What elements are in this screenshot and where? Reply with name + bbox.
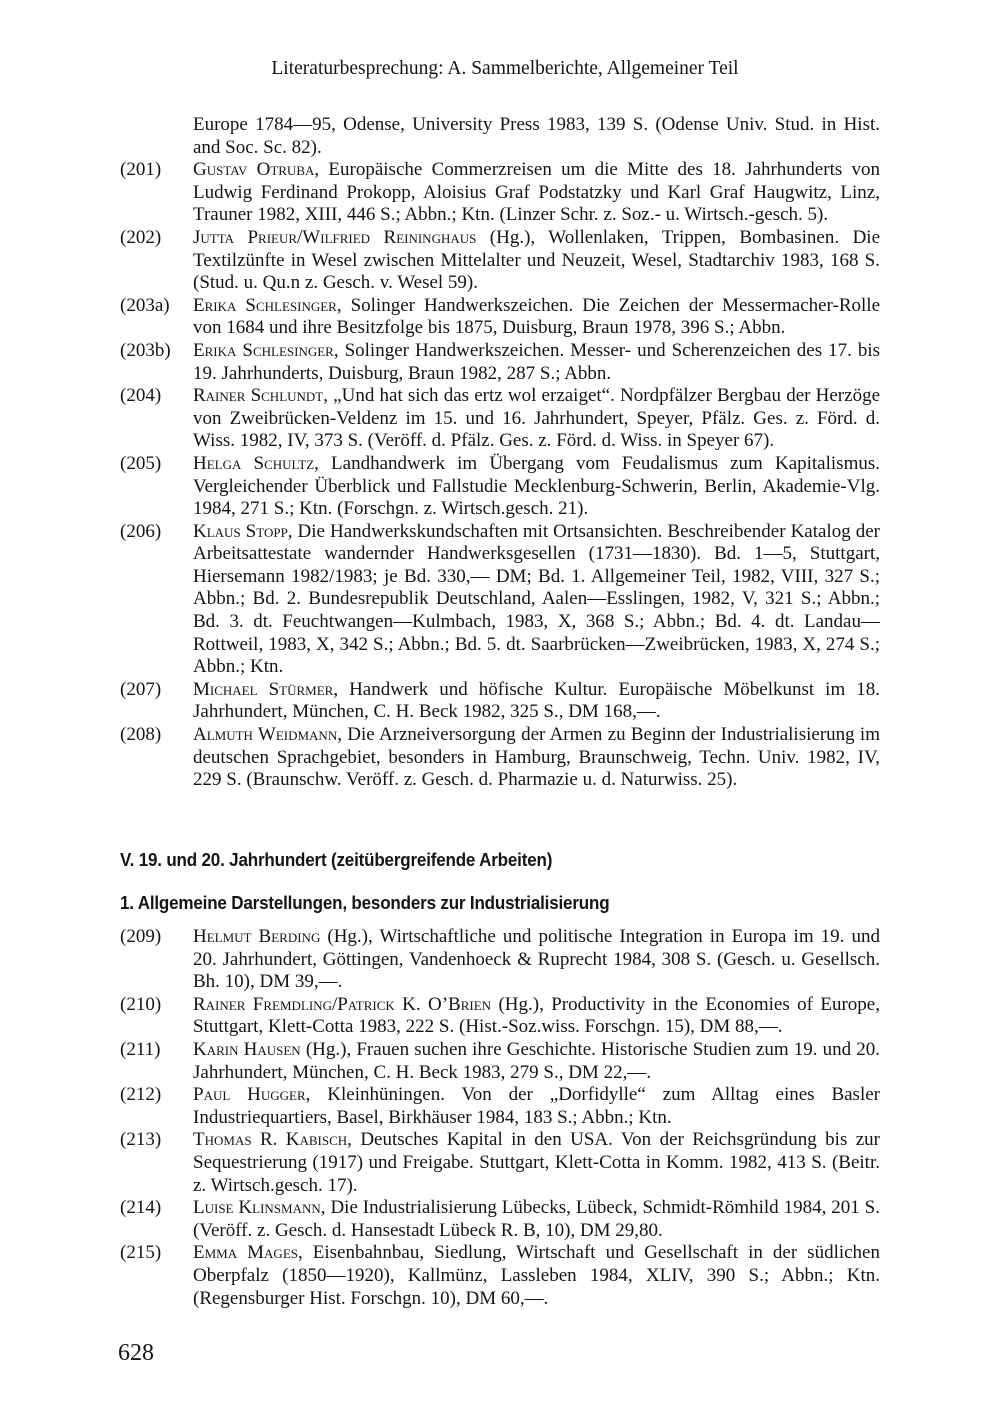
section-heading: V. 19. und 20. Jahrhundert (zeitübergreifende Arbeiten) — [120, 849, 553, 870]
entry-number: (205) — [120, 452, 162, 474]
entry-number: (203a) — [120, 294, 170, 316]
entry-text: (Hg.), Wirtschaftliche und politische Integration in Europa im 19. und 20. Jahrhundert, Göttingen, Vandenhoeck & Ruprecht 1984, 308 S. (Gesch. u. Gesellsch. Bh. 10), DM 39,—. — [193, 926, 880, 993]
entry-number: (201) — [120, 159, 162, 181]
entry-text: , Solinger Handwerkszeichen. Die Zeichen der Messermacher-Rolle von 1684 und ihre Besitzfolge bis 1875, Duisburg, Braun 1978, 396 S.; Abbn. — [193, 294, 880, 339]
entry-number: (212) — [120, 1084, 162, 1106]
entry-author: Rainer Fremdling/Patrick K. O’Brien — [193, 993, 492, 1015]
entry-author: Karin Hausen — [193, 1038, 301, 1060]
running-head: Literaturbesprechung: A. Sammelberichte, Allgemeiner Teil — [271, 58, 739, 79]
bibliography-entry — [120, 1129, 880, 1197]
entry-number: (207) — [120, 678, 162, 700]
entry-number: (208) — [120, 724, 162, 746]
entry-text: , Die Industrialisierung Lübecks, Lübeck, Schmidt-Römhild 1984, 201 S. (Veröff. z. Gesch. d. Hansestadt Lübeck R. B, 10), DM 29,80. — [193, 1197, 881, 1241]
bibliography-entry — [120, 227, 880, 295]
entry-author: Gustav Otruba — [193, 159, 315, 181]
bibliography-entry — [120, 724, 880, 792]
entry-author: Paul Hugger — [193, 1084, 306, 1106]
bibliography-list-part-2 — [120, 926, 880, 1310]
entry-text: , Landhandwerk im Übergang vom Feudalismus zum Kapitalismus. Vergleichender Überblick und Fallstudie Mecklenburg-Schwerin, Berlin, Akademie-Vlg. 1984, 271 S.; Ktn. (Forschgn. z. Wirtsch.gesch. 21). — [193, 452, 880, 520]
entry-number: (203b) — [120, 339, 171, 361]
entry-text: , Eisenbahnbau, Siedlung, Wirtschaft und Gesellschaft in der südlichen Oberpfalz (1850—1920), Kallmünz, Lassleben 1984, XLIV, 390 S.; Abbn.; Ktn. (Regensburger Hist. Forschgn. 10), DM 60,—. — [193, 1242, 880, 1309]
entry-text: , Die Arzneiversorgung der Armen zu Beginn der Industrialisierung im deutschen Sprachgebiet, besonders in Hamburg, Braunschweig, Techn. Univ. 1982, IV, 229 S. (Braunschw. Veröff. z. Gesch. d. Pharmazie u. d. Naturwiss. 25). — [193, 724, 880, 791]
entry-author: Jutta Prieur/Wilfried Reininghaus — [193, 226, 477, 248]
entry-number: (204) — [120, 385, 162, 407]
entry-number: (210) — [120, 993, 162, 1015]
entry-author: Thomas R. Kabisch — [193, 1129, 348, 1151]
entry-author: Luise Klinsmann — [193, 1197, 321, 1219]
entry-number: (215) — [120, 1242, 162, 1264]
entry-author: Emma Mages — [193, 1242, 298, 1264]
entry-number: (213) — [120, 1129, 162, 1151]
entry-text: , Europäische Commerzreisen um die Mitte des 18. Jahrhunderts von Ludwig Ferdinand Prokopp, Aloisius Graf Podstatzky und Karl Graf Haugwitz, Linz, Trauner 1982, XIII, 446 S.; Abbn.; Ktn. (Linzer Schr. z. Soz.- u. Wirtsch.-gesch. 5). — [193, 159, 881, 226]
entry-text: (Hg.), Frauen suchen ihre Geschichte. Historische Studien zum 19. und 20. Jahrhundert, München, C. H. Beck 1983, 279 S., DM 22,—. — [193, 1038, 880, 1083]
subsection-heading: 1. Allgemeine Darstellungen, besonders zur Industrialisierung — [120, 892, 610, 913]
bibliography-entry — [120, 295, 880, 340]
bibliography-entry — [120, 926, 880, 994]
entry-author: Helmut Berding — [193, 926, 321, 947]
entry-author: Rainer Schlundt — [193, 385, 324, 407]
bibliography-entry — [120, 994, 880, 1039]
entry-author: Almuth Weidmann — [193, 724, 338, 746]
bibliography-entry — [120, 1039, 880, 1084]
entry-text: , Deutsches Kapital in den USA. Von der Reichsgründung bis zur Sequestrierung (1917) und Freigabe. Stuttgart, Klett-Cotta in Komm. 1982, 413 S. (Beitr. z. Wirtsch.gesch. 17). — [193, 1129, 880, 1196]
page-number: 628 — [118, 1340, 154, 1366]
entry-author: Klaus Stopp — [193, 520, 288, 542]
entry-author: Erika Schlesinger — [193, 294, 337, 316]
entry-text: , Die Handwerkskundschaften mit Ortsansichten. Beschreibender Katalog der Arbeitsattestate wandernder Handwerksgesellen (1731—1830). Bd. 1—5, Stuttgart, Hiersemann 1982/1983; je Bd. 330,— DM; Bd. 1. Allgemeiner Teil, 1982, VIII, 327 S.; Abbn.; Bd. 2. Bundesrepublik Deutschland, Aalen—Esslingen, 1982, V, 321 S.; Abbn.; Bd. 3. dt. Feuchtwangen—Kulmbach, 1983, X, 368 S.; Abbn.; Bd. 4. dt. Landau—Rottweil, 1983, X, 342 S.; Abbn.; Bd. 5. dt. Saarbrücken—Zweibrücken, 1983, X, 274 S.; Abbn.; Ktn. — [193, 520, 880, 678]
bibliography-entry — [120, 159, 880, 227]
entry-author: Erika Schlesinger — [193, 339, 334, 361]
entry-author: Michael Stürmer — [193, 678, 334, 700]
entry-number: (214) — [120, 1197, 162, 1219]
bibliography-entry — [120, 340, 880, 385]
entry-text: (Hg.), Wollenlaken, Trippen, Bombasinen. Die Textilzünfte in Wesel zwischen Mittelalter und Neuzeit, Wesel, Stadtarchiv 1983, 168 S. (Stud. u. Qu.n z. Gesch. v. Wesel 59). — [193, 226, 881, 294]
entry-text: (Hg.), Productivity in the Economies of Europe, Stuttgart, Klett-Cotta 1983, 222 S. (Hist.-Soz.wiss. Forschgn. 15), DM 88,—. — [193, 993, 880, 1038]
bibliography-entry — [120, 385, 880, 453]
entry-text: , Kleinhüningen. Von der „Dorfidylle“ zum Alltag eines Basler Industriequartiers, Basel, Birkhäuser 1984, 183 S.; Abbn.; Ktn. — [193, 1084, 880, 1128]
bibliography-entry — [120, 679, 880, 724]
entry-text: , Solinger Handwerkszeichen. Messer- und Scherenzeichen des 17. bis 19. Jahrhunderts, Duisburg, Braun 1982, 287 S.; Abbn. — [193, 339, 881, 384]
entry-author: Helga Schultz — [193, 452, 315, 474]
entry-text: Europe 1784—95, Odense, University Press 1983, 139 S. (Odense Univ. Stud. in Hist. and Soc. Sc. 82). — [193, 114, 880, 158]
entry-text: , Handwerk und höfische Kultur. Europäische Möbelkunst im 18. Jahrhundert, München, C. H. Beck 1982, 325 S., DM 168,—. — [193, 678, 880, 723]
bibliography-entry — [120, 1242, 880, 1310]
entry-number: (211) — [120, 1038, 161, 1060]
entry-text: , „Und hat sich das ertz wol erzaiget“. Nordpfälzer Bergbau der Herzöge von Zweibrücken-Veldenz im 15. und 16. Jahrhundert, Speyer, Pfälz. Ges. z. Förd. d. Wiss. 1982, IV, 373 S. (Veröff. d. Pfälz. Ges. z. Förd. d. Wiss. in Speyer 67). — [193, 385, 881, 452]
bibliography-entry — [120, 521, 880, 679]
entry-number: (206) — [120, 520, 162, 542]
bibliography-entry — [120, 1197, 880, 1242]
entry-number: (202) — [120, 226, 162, 248]
bibliography-entry — [120, 1084, 880, 1129]
bibliography-entry — [120, 453, 880, 521]
entry-number: (209) — [120, 926, 162, 947]
bibliography-list-part-1 — [120, 114, 880, 792]
continuation-entry — [120, 114, 880, 159]
